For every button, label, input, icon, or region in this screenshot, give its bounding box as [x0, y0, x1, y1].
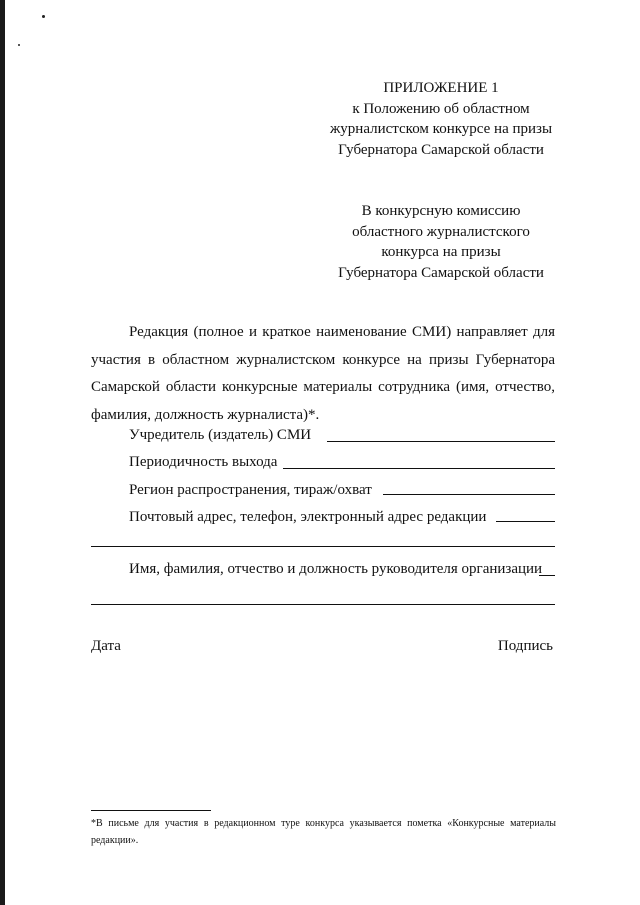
- appendix-header: [291, 78, 591, 160]
- appendix-line: журналистском конкурсе на призы: [329, 121, 553, 137]
- paragraph-text: Редакция (полное и краткое наименование СМИ) направляет для участия в областном журналистском конкурсе на призы Губернатора Самарской области конкурсные материалы сотрудника (имя, отчество, фамилия, должность журналиста)*.: [91, 324, 555, 423]
- address-label: Почтовый адрес, телефон, электронный адрес редакции: [129, 509, 487, 525]
- region-label: Регион распространения, тираж/охват: [129, 482, 372, 498]
- scan-speck: [18, 44, 20, 46]
- addressee-line: В конкурсную комиссию: [361, 203, 521, 219]
- footnote-separator: [91, 810, 211, 811]
- appendix-line: Губернатора Самарской области: [338, 141, 544, 158]
- addressee-line: областного журналистского: [352, 223, 530, 240]
- appendix-title: ПРИЛОЖЕНИЕ 1: [383, 80, 499, 96]
- addressee-line: конкурса на призы: [381, 244, 501, 260]
- address-blank-line[interactable]: [496, 521, 555, 522]
- founder-label: Учредитель (издатель) СМИ: [129, 427, 312, 443]
- scan-binding-edge: [0, 0, 5, 905]
- periodicity-label: Периодичность выхода: [129, 454, 278, 470]
- periodicity-blank-line[interactable]: [283, 468, 555, 469]
- application-paragraph: [91, 319, 555, 429]
- addressee-line: Губернатора Самарской области: [338, 264, 544, 281]
- date-label: Дата: [91, 638, 121, 654]
- head-blank-line-2[interactable]: [91, 604, 555, 605]
- address-blank-line-2[interactable]: [91, 546, 555, 547]
- footnote-text: *В письме для участия в редакционном туре конкурса указывается пометка «Конкурсные материалы редакции».: [91, 818, 556, 846]
- region-blank-line[interactable]: [383, 494, 555, 495]
- addressee-block: [291, 201, 591, 283]
- signature-label: Подпись: [497, 638, 553, 654]
- head-blank-line[interactable]: [539, 575, 555, 576]
- scan-speck: [42, 15, 45, 18]
- founder-blank-line[interactable]: [327, 441, 555, 442]
- appendix-line: к Положению об областном: [352, 100, 530, 117]
- head-label: Имя, фамилия, отчество и должность руководителя организации: [129, 561, 543, 577]
